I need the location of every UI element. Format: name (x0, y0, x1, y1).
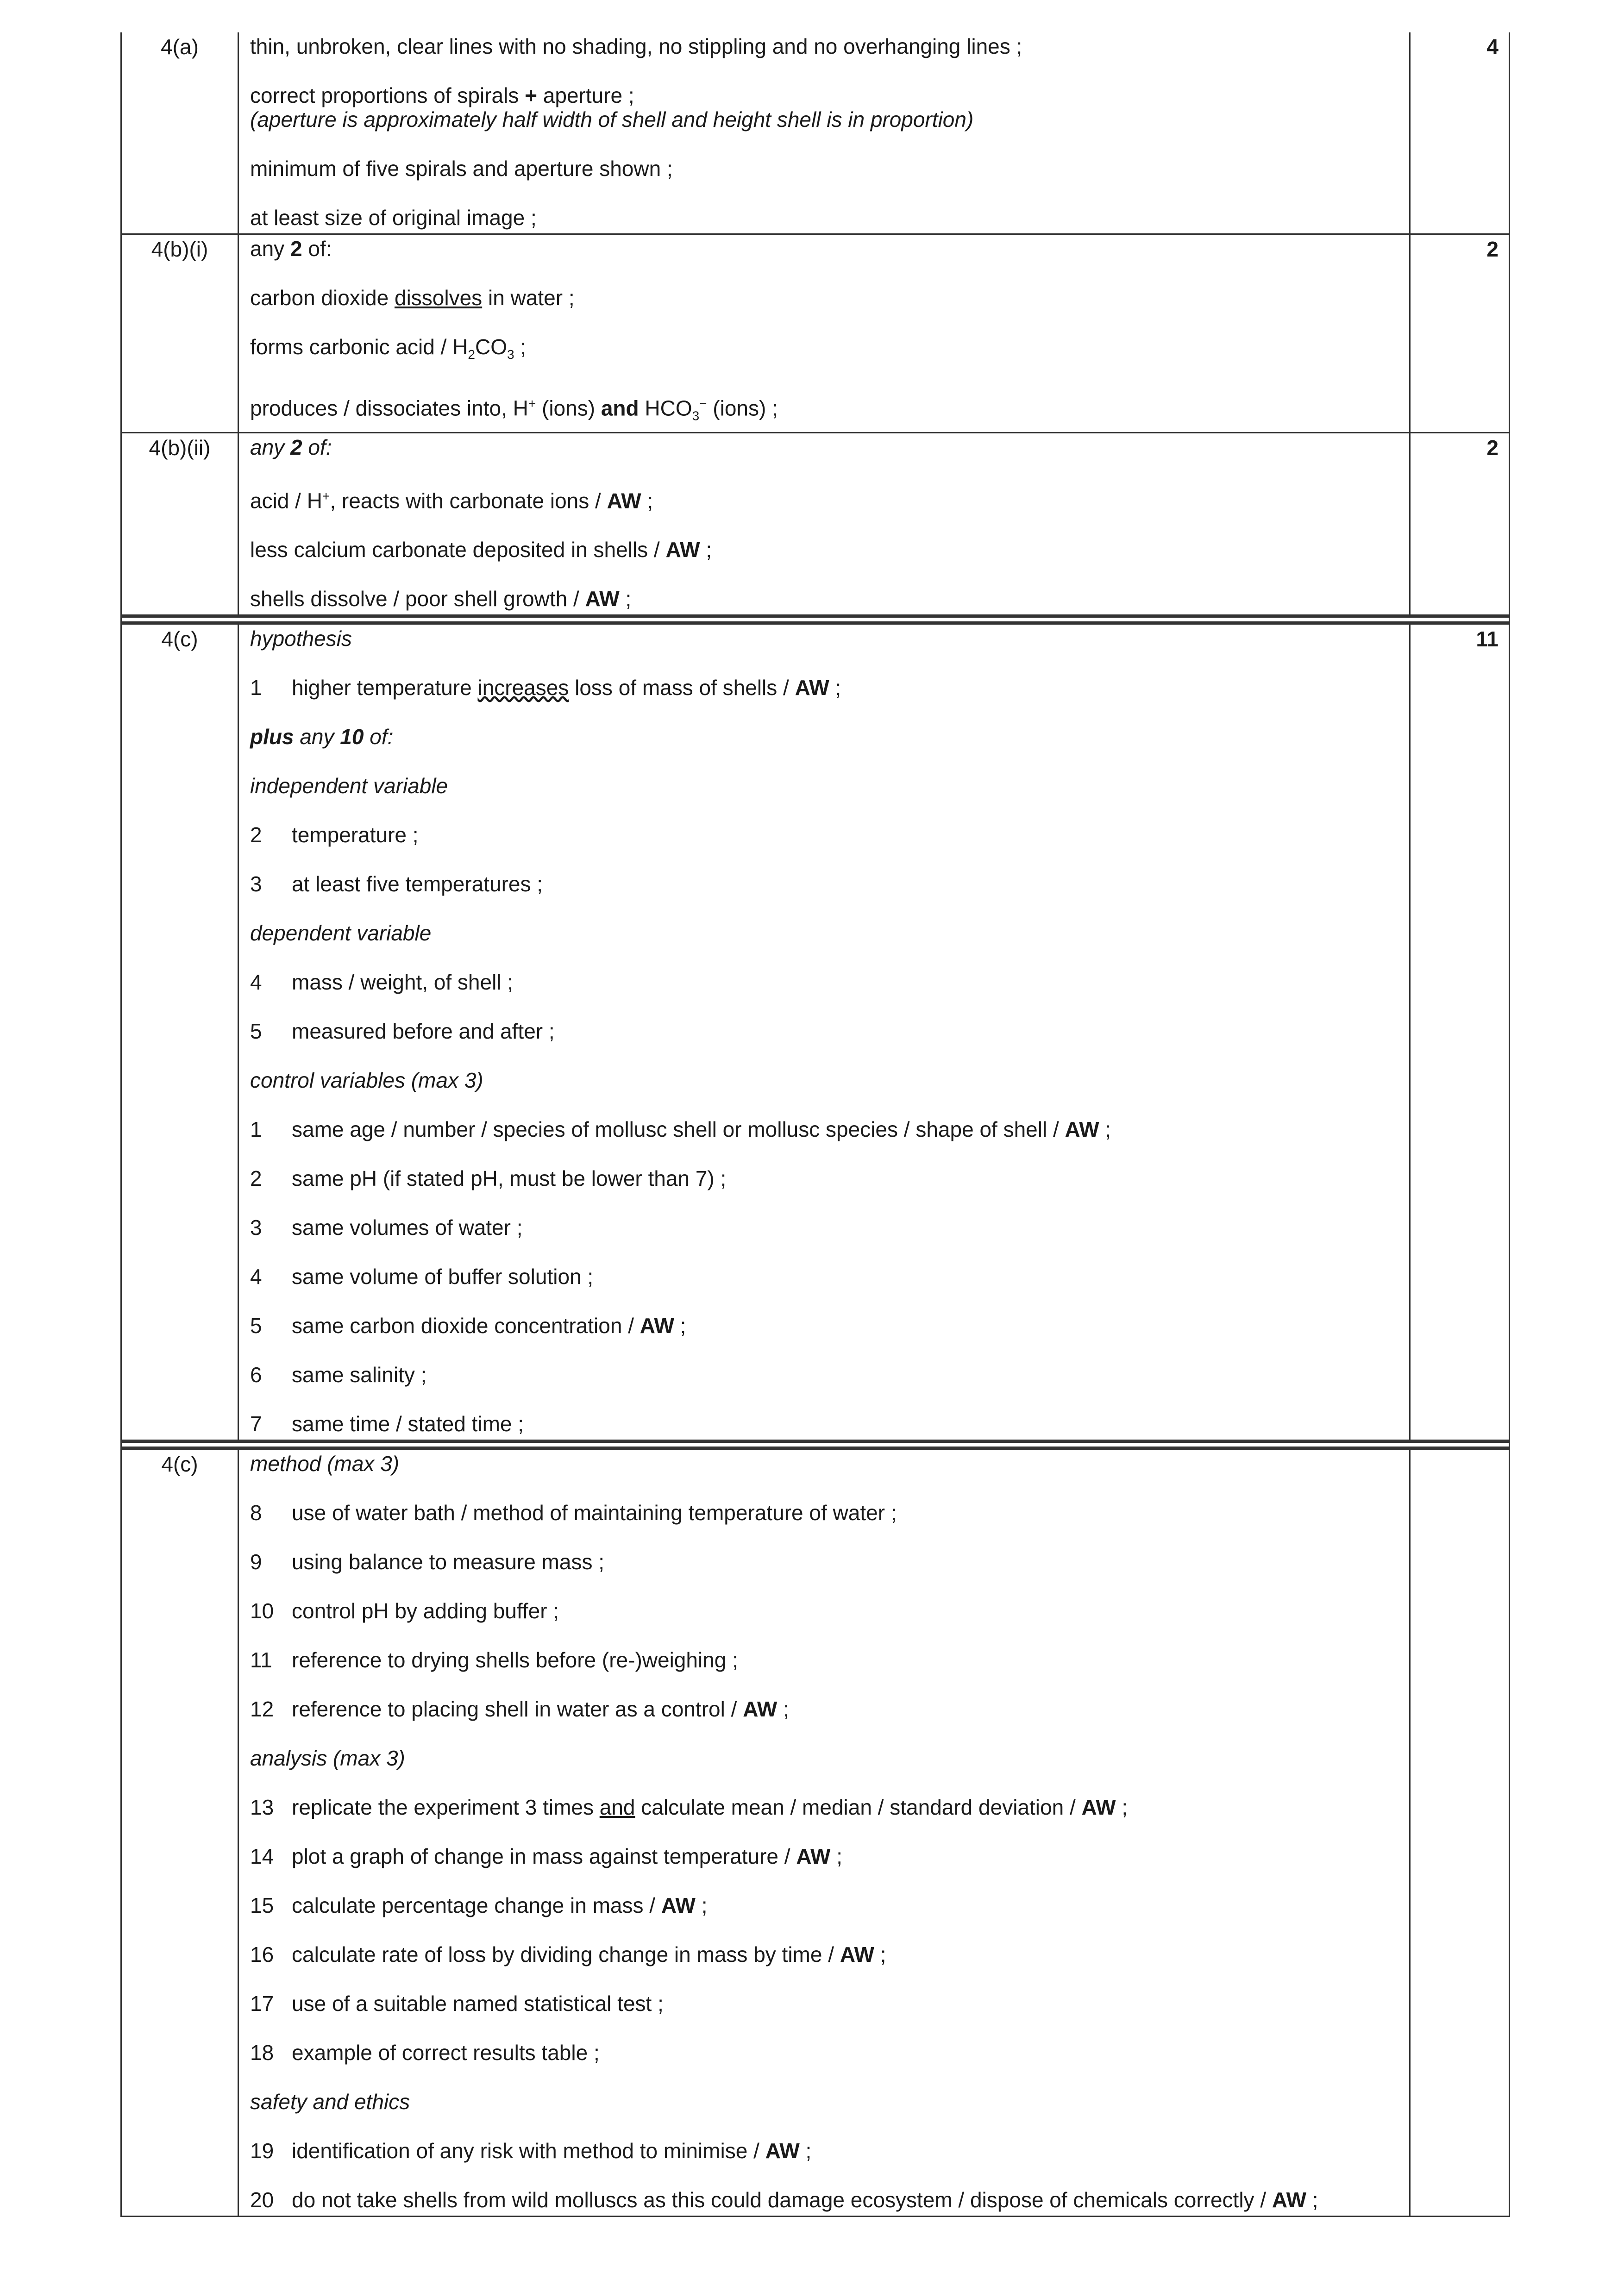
answer-line: 7 same time / stated time ; (250, 1412, 524, 1436)
answer-line: 20 do not take shells from wild molluscs as this could damage ecosystem / dispose of chemicals correctly / AW ; (250, 2188, 1318, 2212)
marks: 2 (1486, 435, 1499, 460)
section-heading: independent variable (250, 774, 448, 798)
instruction: any 2 of: (250, 435, 332, 459)
answer-line: 3 at least five temperatures ; (250, 872, 543, 896)
answer-line: 3 same volumes of water ; (250, 1215, 523, 1240)
instruction: any 2 of: (250, 237, 332, 261)
answer-line: at least size of original image ; (250, 206, 537, 230)
answer-line: 5 measured before and after ; (250, 1019, 555, 1044)
marks: 11 (1476, 627, 1499, 651)
answer-cell (239, 32, 1411, 233)
answer-line: thin, unbroken, clear lines with no shading, no stippling and no overhanging lines ; (250, 34, 1022, 58)
answer-line: 14 plot a graph of change in mass against temperature / AW ; (250, 1844, 842, 1869)
answer-line: forms carbonic acid / $H_2CO_3$ ; (250, 335, 527, 362)
answer-line: acid / H+, reacts with carbonate ions / AW ; (250, 488, 653, 513)
answer-line: correct proportions of spirals + aperture ; (250, 83, 634, 107)
answer-line: 18 example of correct results table ; (250, 2041, 600, 2065)
answer-line: 1 higher temperature increases loss of mass of shells / AW ; (250, 676, 841, 700)
answer-line: 11 reference to drying shells before (re-)weighing ; (250, 1648, 738, 1672)
answer-cell (239, 235, 1411, 432)
answer-line: 15 calculate percentage change in mass / AW ; (250, 1893, 708, 1918)
section-heading: method (max 3) (250, 1452, 400, 1476)
section-heading: safety and ethics (250, 2090, 410, 2114)
answer-cell (239, 433, 1411, 614)
question-number: 4(b)(ii) (122, 433, 239, 614)
answer-line: minimum of five spirals and aperture shown ; (250, 157, 673, 181)
question-number: 4(a) (122, 32, 239, 233)
answer-cell (239, 625, 1411, 1440)
answer-line: 4 same volume of buffer solution ; (250, 1265, 594, 1289)
answer-line: 9 using balance to measure mass ; (250, 1550, 605, 1574)
answer-line: produces / dissociates into, H+ (ions) and $HCO_3^-$ (ions) ; (250, 396, 778, 423)
mark-scheme-table (120, 32, 1510, 2217)
guidance-note: (aperture is approximately half width of shell and height shell is in proportion) (250, 107, 974, 132)
marks: 4 (1486, 35, 1499, 59)
answer-line: 12 reference to placing shell in water as a control / AW ; (250, 1697, 789, 1722)
answer-line: 2 same pH (if stated pH, must be lower than 7) ; (250, 1166, 727, 1191)
answer-line: 6 same salinity ; (250, 1363, 427, 1387)
row-4bi (122, 233, 1509, 432)
answer-line: 4 mass / weight, of shell ; (250, 970, 514, 995)
answer-line: less calcium carbonate deposited in shells / AW ; (250, 538, 712, 562)
row-4bii (122, 432, 1509, 614)
row-4c-hypothesis (122, 614, 1509, 1440)
answer-line: 17 use of a suitable named statistical test ; (250, 1991, 664, 2016)
instruction: plus any 10 of: (250, 725, 394, 749)
answer-line: 19 identification of any risk with method to minimise / AW ; (250, 2139, 812, 2163)
answer-line: 8 use of water bath / method of maintaining temperature of water ; (250, 1501, 897, 1525)
answer-line: 13 replicate the experiment 3 times and calculate mean / median / standard deviation / AW ; (250, 1795, 1128, 1820)
answer-line: 5 same carbon dioxide concentration / AW ; (250, 1314, 686, 1338)
answer-line: shells dissolve / poor shell growth / AW ; (250, 587, 632, 611)
answer-line: 16 calculate rate of loss by dividing change in mass by time / AW ; (250, 1942, 886, 1967)
answer-cell (239, 1450, 1411, 2216)
marks: 2 (1486, 237, 1499, 261)
answer-line: 10 control pH by adding buffer ; (250, 1599, 559, 1623)
answer-line: 1 same age / number / species of mollusc shell or mollusc species / shape of shell / AW ; (250, 1117, 1111, 1142)
marks (1411, 1450, 1509, 2216)
section-heading: analysis (max 3) (250, 1746, 405, 1771)
section-heading: hypothesis (250, 626, 352, 651)
question-number: 4(c) (122, 1450, 239, 2216)
row-4c-method (122, 1440, 1509, 2216)
section-heading: control variables (max 3) (250, 1068, 483, 1093)
answer-line: 2 temperature ; (250, 823, 419, 847)
question-number: 4(b)(i) (122, 235, 239, 432)
answer-line: carbon dioxide dissolves in water ; (250, 286, 575, 310)
question-number: 4(c) (122, 625, 239, 1440)
row-4a (122, 32, 1509, 233)
section-heading: dependent variable (250, 921, 432, 946)
